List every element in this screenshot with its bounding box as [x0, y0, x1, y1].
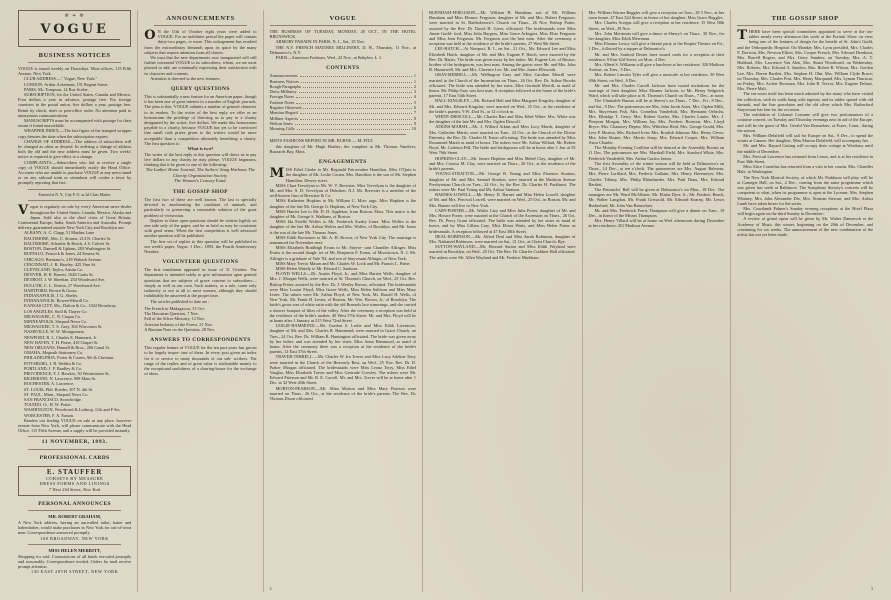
page-number-right: 3 [871, 586, 874, 591]
toc-title: Announcements [269, 73, 298, 79]
toc-page: 2 [413, 83, 417, 89]
divider [280, 134, 406, 135]
dealer-entry: BALTIMORE, Mrs. C. Strauss, 214 N. Charles St. [24, 235, 112, 241]
divider [28, 449, 121, 450]
dealer-entry: NEW HAVEN, T. H. Pease, 410 Chapel St. [24, 339, 99, 345]
ad-role-1: CORSETS BY MEASURE [45, 475, 104, 481]
replies-body: Replies to these open questions should be written legibly on one side only of the paper, and be as brief as may be consistent with good sense. When the first competition is well advanced another question will be published. [144, 217, 257, 239]
masthead-box [18, 10, 131, 47]
professional-card-ad[interactable] [18, 466, 131, 496]
dealer-entry: PITTSBURG, J. R. Weldin & Co. [24, 360, 83, 366]
toc-leader [303, 84, 412, 88]
answers-body: This regular feature of VOGUE for the ten past years has grown to be largely impor- tant of them. In every post given an index for it or service to many thousands of our sub- scribers. The range of the replies and of great value is attributable mainly to the exceptional usefulness of a clearing-house for the exchange of ideas. [144, 345, 257, 377]
dealer-entry: NEW ORLEANS, Hansell & Bros., 206 Canal St. [24, 344, 110, 350]
dealer-entry: ST. PAUL, Minn., Shepard News Co. [24, 391, 89, 397]
dealer-entry: LOS ANGELES, Stoll & Thayer Co. [24, 308, 88, 314]
toc-page: 5 [413, 99, 417, 105]
query-charities: The Ladies' Home Journal, The Sailors' Snug Harbour, The Charity Organization Society. [145, 167, 256, 178]
dealer-entry: MILWAUKEE, T. S. Gray, 304 Wisconsin St. [24, 324, 103, 330]
toc-title: Fashion Notes [269, 99, 295, 105]
marriages-entry: BARNES-LOWELL.—Mr. Henry D. Barnes and Miss Helen Lowell, daughter of Mr. and Mrs. Percival Lowell, were married on Wed., 25 Oct., in Boston. Mr. and Mrs. Barnes will live in New York. [429, 192, 576, 208]
announcement-paragraph: We trust that the new departments now inaugurated will still further commend VOGUE to its subscribers, whom, we are most pleased to add, are continually expressing their satisfaction with its character and contents. [144, 55, 257, 76]
toc-title: Register Observed [269, 105, 302, 110]
personal-ad-title: MISS HELEN MERRITT, [48, 548, 101, 554]
dealer-entry: SAN FRANCISCO, Strawbridge. [24, 396, 83, 402]
personal-ad-title: MR. ROBERT GRAHAM, [48, 514, 102, 520]
marriages-entry: GRAY-MERRILL.—Mr. Wellington Gray and Miss Caroline Merrill were married in the Church of the Incarnation on Thurs., 26 Oct. Rev. Dr. Arthur Brooks officiated. The bride was attended by her sister, Miss Gertrude Merrill, as maid of honor. Mr. Philip Gray was best man. A reception followed at the home of the bride's parents, 17 East 54th Street. [429, 72, 576, 99]
query-explanation: The writer of the best reply to this question will direct us to pay five dollars to any charity he may please. VOGUE beginners, thinking that it be given to one of the following: [144, 151, 257, 168]
dealer-entry: NASHVILLE, W. W. Montgomery. [24, 329, 85, 335]
toc-title: Rough Paragraphs [269, 83, 302, 89]
toc-leader [300, 73, 412, 77]
dealer-entry: RICHMOND, N. Lawrence, 908 Main St. [24, 376, 97, 382]
dealer-entry: OMAHA, Megeath Stationery Co. [24, 350, 84, 356]
marriages-entry: YOUNG-STRATTON.—Mr. George B. Young and Miss Florence Stratton, daughter of Mr. and Mrs. Samuel Stratton, were married at the Madison Avenue Presbyterian Church on Tues., 24 Oct., by the Rev. Dr. Charles H. Parkhurst. The ushers were Mr. Paul Young and Mr. Arthur Stratton. [429, 171, 576, 192]
gossip-shop-heading: THE GOSSIP SHOP [172, 189, 229, 196]
notice-item: VOGUE is issued weekly on Thursdays. Most offices, 115 Fifth Avenue, New York. [18, 66, 132, 77]
divider [737, 25, 873, 26]
gossip-paragraph: A review of grand opera will be given by Mr. Walter Damrosch at the Academy of Music this winter, beginning on the 20th of December, and continuing for six weeks. The announcement of the new combination of the artists has not yet been made. [737, 216, 874, 237]
social-notice: The Charitable Bazaar will be at Sherry's on Thurs., 7 Dec., Fri., 8 Dec., and Sat., 9 Dec. The patronesses are Mrs. John Jacob Astor, Mrs. Ogden Mills, Mrs. Stuyvesant Fish, Mrs. Cornelius Vanderbilt, Mrs. Hermann Oelrichs, Mrs. Elbridge T. Gerry, Mrs. Robert Goelet, Mrs. Charles Lanier, Mrs. J. Pierpont Morgan, Mrs. William Jay, Mrs. Frederic Bronson, Mrs. Lloyd Bryce, Mrs. Chauncey Depew, Mrs. Whitelaw Reid, Mrs. George Gould, Mrs. Levi P. Morton, Mrs. Richard Irvin, Mrs. Bradish Johnson, Mrs. Henry Clews, Mrs. John Sloane, Mrs. Morris Jesup, Mrs. Edward Cooper, Mrs. William Astor Chanler. [588, 98, 725, 146]
dealer-entry: DETROIT, J. W. Sheehan, 254 Woodward Ave. [24, 277, 106, 283]
marriages-entry: CARY-PORTER.—Mr. Walter Cary and Miss Julia Porter, daughter of Mr. and Mrs. Horace Porter, were married at the Church of the Ascension on Thurs., 26 Oct. Rev. Dr. Percy Grant officiated. The bride was attended by her sister as maid of honor, and by Miss Lillian Cary, Miss Elinor Watts, and Miss Helen Porter as bridesmaids. A reception followed at 47 East 38th Street. [429, 207, 576, 234]
toc-title: Foreign Notes [269, 94, 295, 100]
dealer-entry: CLEVELAND, Taylor, Austin Co. [24, 266, 84, 272]
dealer-entry: WORCESTER, F. A. Easton. [24, 412, 75, 418]
gossip-paragraph: Mrs. Prescott Lawrence has returned from Lenox, and is at her residence in East 36th Street. [737, 153, 874, 165]
announcements-heading: ANNOUNCEMENTS [166, 15, 235, 22]
gossip-paragraph: Mr. and Mrs. Bayard Cutting will occupy their cottage at Westbury until the middle of December. [737, 143, 874, 154]
table-of-contents [270, 73, 416, 131]
dealer-entry: HARTFORD, Brown & Gross. [24, 287, 78, 293]
page-number-left: 2 [269, 586, 272, 591]
social-notice: The Monday Evening Cotillion will be danced at the Assembly Rooms on 11 Dec. The patronesses are Mrs. Marshall Field, Mrs. Stanford White, Mrs. Frederick Vanderbilt, Mrs. Arthur Curtiss James. [588, 145, 725, 161]
marriages-entry: BURNHAM-FERGUSON.—Mr. William H. Burnham, son of Mr. William Burnham and Miss Eleanor Ferguson, daughter of Mr. and Mrs. Robert Ferguson, were married in St. Bartholomew's Church on Thurs., 26 Nov. Bishop Potter, assisted by the Rev. Dr. David H. Greer, officiated. The bridesmaids were Miss Annie Guild- ford, Miss Julia Burgess, Miss Grace Arbogast, Miss Elsie Ferguson and Miss Jean Ferguson. Mr. Ferguson was the best man. After the ceremony a reception was held at the residence of the bride's parents, 27 West 9th Street. [429, 10, 576, 47]
dealer-entry: INDIANAPOLIS, Bowen-Merrill Co. [24, 298, 90, 304]
social-notice: Mr. and Mrs. Sanford Dexter have issued cards for a reception at their residence, 9 East 62d Street, on Mon., 4 Dec. [588, 51, 725, 62]
column-3 [263, 10, 422, 592]
toc-leader [296, 100, 412, 104]
article-title: Artesian Industry of the Forest, 21 Nov. [144, 321, 213, 327]
toc-leader [295, 121, 412, 125]
volunteer-questions-heading: VOLUNTEER QUESTIONS [162, 259, 239, 266]
dealer-entry: MINNEAPOLIS, Shepard News Co. [24, 318, 88, 324]
gossip-paragraph: THERE have been special committees appointed to serve at the tea-tables nearly every afternoon this week at the Portrait Show on view being one of the features of design for the benefit of St. John's Guild, and the Orthopaedic Hospital. On Monday Mrs. Lyon presided, Mrs. Charles F. Davison, Mrs. Newton Elliott, Mrs. Cooper French, Mrs. Edward Dearborn, Mrs. Burrell Rogers, and Mrs. Gerry Sanders; on Tuesday, Mrs. A. T. Hubbard, Mrs. Lawrence Van Alen, Mrs. Stuart Woodward; on Wednesday, Mrs. Roberts, Mrs. Edward A. Sanders, Mrs. Robert B. Wilson, Mrs. Gordon Lee, Mrs. Haven Bartlett, Mrs. Stephen H. Olin, Mrs. William Clyde Bruce; on Thursday, Mrs. Charles Post, Mrs. Henry Marquand, Mrs. Lyman Thurston; on Friday, Mrs. Archer Bowman, Mrs. John B. Trevor, Mrs. Eugene Delano, Mrs. Pierre Mali. [737, 28, 874, 92]
event-notice: THE N.Y. FRENCH MATINEE MILLINERY, D. H., Thursday, 11 Nov., at Delmonico's, N.Y. [269, 44, 417, 55]
toc-title: Welton Jones [269, 120, 293, 126]
social-notice: The Patriarchs' Ball will be given at Delmonico's on Mon., 18 Dec. The managers are Mr. Ward McAllister, Mr. Elisha Dyer, Jr., Mr. Frederic Beach, Mr. Walter Langdon, Mr. Frank Griswold, Mr. Edward Kearny, Mr. Lewis Rutherfurd, Mr. John Van Rensselaer. [588, 186, 725, 208]
availability-note: Readers not finding VOGUE on sale at any place, however remote from New York, will please communicate with the Head Office, 115 Fifth Avenue, and a supply will be provided instantly. [18, 417, 132, 434]
toc-leader [296, 94, 412, 98]
toc-leader [297, 126, 410, 130]
article-title: The Hawaiian Question, 7 Nov. [144, 311, 199, 316]
column-layout [12, 10, 879, 592]
event-notice: ARMORY PARADE IN PARIS, N. J., Sat., 25 Nov. [275, 39, 365, 45]
personal-ad-address: 130 EAST 28TH STREET, NEW YORK [31, 569, 119, 575]
personal-ad-body: A New York address, having an unrivalled tailor, hatter and haberdasher, would make purchases in New York for out-of-town men. Correspondence answered promptly. [18, 519, 132, 536]
marriages-entry: ATKINS-MARSH.—Mr. J. Willard Atkins and Miss Lucy Marsh, daughter of Mrs. Catherine Marsh, were married on Tues., 24 Oct., at the Church of the Divine Paternity, the Rev. Dr. Charles H. Eaton officiating. The bride was attended by Miss Rosamond Marsh as maid of honor. The ushers were Mr. Arthur Willard, Mr. Robert Boyd, Mr. Carleton Pell. The bride and bridegroom will be at home after 1 Jan. at 55 West 76th Street. [429, 124, 576, 156]
article-list [144, 306, 256, 332]
marriages-entry: WHITE-DRISCOLL.—Mr. Charles Bart and Miss Ethel White. Mrs. White was the daughter of the late Mr. and Mrs. Ogden Driscoll. [429, 114, 576, 125]
social-notice: Mr. and Mrs. Frederick Ferris Thompson will give a dinner on Tues., 19 Dec., in honor of the Misses Thompson. [588, 207, 725, 218]
notice-item: CHANGE OF ADDRESS.—The address of subscribers will be changed as often as desired. In ordering a change of address both the old and the new address must be given. Two weeks' notice is required to give effect to a change. [18, 138, 132, 160]
toc-title: Mention Regard [269, 110, 298, 116]
divider [28, 436, 121, 437]
engagement-entry: MISS Edith Brownson to Mr. A. H. Brown, of New York City. The marriage is announced for November next. [269, 234, 417, 245]
gossip-paragraph: The New York Musical Society, of which Mr. Parkhurst will play, will be at Carnegie Hall, on Sat., 2 Dec., coming from the same programme which was given last week at Baltimore. The Symphony Society's concerts will be competent to what, when its programme is open at the Lyceum; Mrs. Stephen Whitney, Mrs. John Alexander Dix, Mrs. Norman Stewart, and Mrs. Arthur Lamb have taken boxes for the series. [737, 174, 874, 206]
engagement-entry: MISS Katherine Hopkins to Mr. William C. Mon- tagu. Miss Hopkins is the daughter of the late Mr. George G. Hopkins, of New York City. [269, 198, 417, 209]
masthead-title: VOGUE [40, 22, 109, 37]
seen-body: this daughter of Mr. Hugh Hartley; the complete at Mr. Thomas Vandiver, Buzzards Bay, Mass. [269, 143, 417, 154]
marriages-entry: HOPKINS-CLAY.—Mr. James Hopkins and Miss Mabel Clay, daughter of Mr. and Mrs. Cassius M. Clay, were married on Thurs., 26 Oct., at the residence of the bride's parents. [429, 155, 576, 172]
divider [28, 189, 121, 190]
toc-title: Morning Calls [269, 126, 295, 132]
article-title: The French in Madagascar, 31 Oct. [144, 305, 205, 311]
section-heading-vogue: VOGUE [329, 15, 357, 22]
engagement-entry: MISS Ida Estelle Wolfes to Mr. Frederick Swaby Jones. Miss Wolfes is the daughter of the late Mr. Arthur Wolfes and Mrs. Wolfes, of Brooklyn, and Mr. Jones is the son of the late Mr. Thomas Jones. [269, 219, 417, 235]
toc-page: 4 [413, 94, 417, 100]
marriages-entry: DEAL-ROBINSON.—Mr. Alfred Deal and Miss Sarah Robinson, daughter of Mrs. Nathaniel Robinson, were married on Sat., 21 Oct., at Christ Church, Rye. [429, 233, 576, 244]
toc-page: 1 [413, 73, 417, 79]
marriages-entry: LEE-HATCH.—At Newport, R. I., on Sat., 21 Oct., Mr. Edward Lee and Miss Elizabeth Hatch, daughter of Mr. and Mrs. Eugene P. Hatch, were married by the Rev. Dr. Harris. The bride was given away by her father. Mr. Eugene Lee, of Boston, brother of the bridegroom, was best man. Among the guests were Mr. and Mrs. John B. Hunnewell, Mr. and Mrs. Clarence Lee, Mr. and Mrs. James Ellsworth. [429, 46, 576, 73]
query-prompt: What is two? [187, 146, 214, 152]
toc-leader [301, 79, 412, 83]
business-notices-heading: BUSINESS NOTICES [38, 52, 111, 59]
toc-page: 7 [413, 110, 417, 116]
personal-ad-body: Shopping for said. Commissions of all kinds executed promptly and reasonably. Correspondence invited. Orders by mail receive prompt attention. [18, 553, 132, 570]
social-notice: Mrs. Henry Villard will be at home on Wed. afternoons during December at her residence, 451 Madison Avenue. [588, 218, 725, 229]
dealer-entry: TOLEDO, O., H. W. Potter. [24, 402, 72, 408]
engagements-heading: ENGAGEMENTS [318, 159, 367, 166]
dealer-entry: DENVER, H. R. Barrett, 1628 Curtis St. [24, 272, 94, 278]
entry-line: Entered at N. Y., City P. O. as 2d Class Matter. [38, 192, 111, 197]
column-2 [137, 10, 262, 592]
toc-leader [300, 110, 412, 114]
query-body: This is substantially a new feature for an American paper, though it has been one of great interest in a number of English journals. The plan is this: VOGUE submits a number of general character to its readers. To the writer of the best reply we offer as an honorarium the privilege of directing us to pay to a charity designated by the writer, five dollars. We make this honorarium payable to a charity, because VOGUE has yet to be convinced that small cash prizes given to the writers would be more acceptable than a competition ultimately benefiting a charity. The first question is: [144, 94, 257, 146]
column-4 [422, 10, 581, 592]
dealer-entry: DULUTH, C. L. Norton, 27 Woodward Ave. [24, 282, 101, 288]
column-1 [12, 10, 137, 592]
gossip-paragraph: Mrs. Courtlandt Palmer's Sunday evening receptions at the Hotel Plaza will begin again on the third Sunday in December. [737, 205, 874, 217]
dealer-entry: NEWPORT, R. I., Charles E. Hammett, Jr. [24, 334, 98, 340]
toc-title: Milliner Aspects [269, 115, 299, 121]
gossip-paragraph: Miss Alice Cornelius has returned from a visit to her cousin, Mrs. Chandler Hale, in Washington. [737, 164, 874, 175]
toc-leader [299, 89, 412, 93]
social-notice: Mr. and Mrs. Charles Carroll Jackson have issued invitations for the marriage of their daughter, Miss Eleanor Jackson, to Mr. Henry Sedgwick Ward, which will take place at St. Thomas's Church on Thurs., 7 Dec., at noon. [588, 82, 725, 99]
article-title: Fall of the Silver Minority, 14 Nov. [144, 316, 206, 322]
event-notice: THE BUSINESS OF TUESDAY, MONDAY, 20 OCT., IN THE HOTEL BRUNSWICK. [269, 29, 417, 40]
query-questions-heading: QUERY QUESTIONS [170, 86, 230, 93]
notice-item: PARIS: Mr. Tompson, 14 Rue Scribe. [24, 86, 89, 92]
dealer-entry: BOSTON, Damrell & Upham, 283 Washington St. [24, 246, 112, 252]
divider [154, 25, 246, 26]
divider [28, 544, 121, 545]
engagement-lead: MISS Ethel Clarke to Mr. Reginald Fairweather Hamilton. Miss O'Quin is the daughter of Mr. Leslie Coram, Mrs. Hamilton is the son of Mr. Stephen Hamilton, Dewey street. [269, 166, 417, 183]
column-6 [730, 10, 879, 592]
toc-page: 1 [413, 78, 417, 84]
wedding-entry: FLOYD WELLS.—Dr. Austin Floyd, Jr., and Miss Harriet Wells, daughter of Mrs. J. Morgan Wells, were married at St. Thomas's Church, on Wed., 25 Oct. Rev. Bishop Potter, assisted by the Rev. Dr. J. Wesley Brown, officiated. The bridesmaids were Miss Louise Floyd, Miss Grace Wells, Miss Helen Sullivan and Miss Mary Lister. The ushers were Mr. Arthur Floyd, of New York, Mr. Harold H. Wells, of New York, Mr. Frank H. Lester, of Boston, Mr. Wm. Brown, Jr., of Brooklyn. The bride's gown was of white satin with the old Brussels lace trimmings, and she carried a shower bouquet of lilies of the valley. After the ceremony a reception was held at the residence of the bride's mother, 40 West 57th Street. Mr. and Mrs. Floyd will be at home after 1 January at 215 West 72nd Street. [269, 271, 417, 323]
personal-ad-address: 168 BROADWAY, NEW YORK [40, 535, 109, 541]
dealer-entry: PROVIDENCE, F. J. Hawkes, 50 Westminster St. [24, 370, 110, 376]
dealer-entry: PHILADELPHIA, Porter & Coates, 9th & Chestnut. [24, 355, 115, 361]
announcement-paragraph: ON the 11th of October eight years were added to VOGUE. For an indefinite period the paper will contain thirty-two pages, or more. This enlargement has resulted from the extraordinary demands upon its space by the many subjects that require attention from all classes. [144, 28, 257, 55]
engagement-entry: MISS Elizabeth Bradleigh Evans to Mr. Stuyve- sant Chandler Alfinger. Miss Evans is the second daugh- ter of Mr. Benjamin F. Evans, of Morristown, N. J. Mr. Alfinger is a graduate of Yale '84, and son of Stuyvesant Alfinger, of New York. [269, 245, 417, 261]
personal-announcements-heading: PERSONAL ANNOUNCES [38, 501, 112, 508]
gossip-paragraph: Mrs. William Delafield will sail for Europe on Sat., 9 Dec., to spend the winter at Cannes. Her daughter, Miss Marion Delafield, will accompany her. [737, 133, 874, 144]
wedding-entry: TRAVER-TERRELL.—Mr. Charles W. Ira Traver and Miss Lucy Adeline Terry were married in the Church of the Heavenly Rest, on Wed., 25 Nov. Rev. Dr. D. Parker Morgan officiated. The bridesmaids were Miss Leona Terry, Miss Ethel Vaughn, Miss Elizabeth Traver and Miss Gertrude Crowley. The ushers were Mr. Edward Paterson and Mr. R. E. Carroll. Mr. and Mrs. Traver will be at home after 1 Dec. at 32 West 45th Street. [269, 354, 417, 386]
answers-heading: ANSWERS TO CORRESPONDENTS [150, 337, 251, 344]
dealer-entry: BUFFALO, Peacock & Jones, 24 Seneca St. [24, 251, 101, 257]
toc-title: Dress Millinery [269, 89, 297, 95]
notice-item: CLUB ADDRESS.—" Vogue, New York." [24, 76, 98, 82]
toc-row[interactable] [270, 126, 416, 131]
social-notice: Mrs. Albert S. Williams will give a luncheon at her residence, 320 Madison Avenue, on Tues., 5 Dec. [588, 62, 725, 73]
ad-name: E. STAUFFER [46, 468, 103, 476]
engagement-entry: MISS Harriet Lee to Mr. D. D. Appleton, from Boston, Mass. This notice is the daughter of Mr. George S. Wadham, of Boston. [269, 208, 417, 219]
notice-item: SUBSCRIPTION, for the United States, Canada and Mexico, Four dollars a year in advance, postage free. For foreign countries in the postal union, five dollars a year, postage free. Remit by check, draft or post-office order. No attention paid to anonymous communications. [18, 92, 132, 118]
masthead-rule [29, 39, 120, 40]
gossip-paragraph: The exhibition of Colonial Costume will give two performances of a costume concert, on Tuesday and Thursday evenings next in aid of the Europe, and will be the guest of Mrs. Gerald Van Rensselaer, at Essex, Conn., during the season. [737, 112, 874, 133]
dealer-entry: KANSAS CITY, Mo., Dalton & Co., 1042 Broadway. [24, 303, 117, 309]
article-title: A Russian Note on the Question, 28 Nov. [144, 326, 216, 332]
column-5 [582, 10, 731, 592]
seen-heading: MEN'S FASHIONS REPORT IN MR. BURNS — M. FITZ. [269, 138, 374, 144]
social-notice: Mrs. Robert Lincoln Tyler will give a musicale at her residence, 30 West 49th Street, on Wed., 6 Dec. [588, 72, 725, 83]
engagement-entry: MISS Mary Trevor Mason and Mr. Charles W. Look and Mr. Francis L. Paine. [275, 260, 411, 266]
dealer-entry: CINCINNATI, J. R. Hawley, 425 Vine St. [24, 261, 97, 267]
engagement-entry: MISS Clara Trevelyan to Mr. W. V. Brewster. Miss Trevelyan is the daughter of Mr. and Mrs. S. D. Trevelyan of Hoboken, N.J. Mr. Brewster is a member of the well-known firm of Brewster & Co. [269, 182, 417, 199]
marriages-entry: HALL-KINGSLEY.—Mr. Richard Hall and Miss Margaret Kingsley, daughter of Mr. and Mrs. Edward Kingsley, were married on Wed., 25 Oct., at the residence of the bride's parents, 9 W. 43rd St., at 12 o'clock m. [429, 98, 576, 114]
engagement-entry: MISS Helen Wakely to Mr. Edward C. Sanborn. [275, 265, 359, 271]
notice-item: COMPLAINTS.—Subscribers who fail to receive a single copy of VOGUE should immediately notify the Head Office. Accounts who are unable to purchase VOGUE at any news-stand or on any railroad train or steamboat will confer a favor by promptly reporting that fact. [18, 159, 132, 186]
list-item [144, 327, 256, 332]
dealer-entry: CHICAGO, Brentano's, 218 Wabash Avenue. [24, 256, 102, 262]
replies-body-2: The first set of replies to this question will be published in our week's paper, Vogue, 1 Dec., 1893, the Fourth Anniversary Number. [144, 238, 257, 255]
dealer-entry: BALTIMORE, Schaefer & Reach, 4 S. Calvert St. [24, 240, 111, 246]
gossip-paragraph: The tea-room itself has been much admired by the many who have visited the collection, with its walls hung with tapestry and its tables spread with old damask, and the fine porcelains and the old silver which Mrs. Rutherfurd Stuyvesant has lent for the occasion. [737, 91, 874, 113]
issue-date: 11 NOVEMBER, 1893. [41, 439, 108, 446]
toc-page: 9 [413, 120, 417, 126]
contents-heading: CONTENTS [326, 65, 360, 72]
dealer-entry: INDIANAPOLIS, J. G. Abeles. [24, 292, 79, 298]
wedding-entry: LESLIE-HAMMOND.—Mr. Gordon S. Leslie and Miss Edith Livermore, daughter of Mr. and Mrs. Charles R. Hammond, were married in Grace Church, on Tues., 24 Oct. Rev. Dr. William R. Huntington officiated. The bride was given away by her father, and was attended by her sister, Miss Anna Hammond, as maid of honor. After the ceremony there was a reception at the residence of the bride's parents, 12 East 37th Street. [269, 323, 417, 355]
dealer-entry: ST. LOUIS, Phil. Roeder, 307 N. 4th St. [24, 386, 94, 392]
toc-leader [303, 105, 411, 109]
ornament-top: ✻ ❧ ✻ [64, 14, 85, 19]
query-charity-extra: The Woman's Century Fund. [174, 178, 227, 184]
dealer-entry: MILWAUKEE, C. N. Caspar Co. [24, 313, 82, 319]
professional-cards-heading: PROFESSIONAL CARDS [39, 455, 110, 461]
toc-page: 6 [413, 105, 417, 110]
notice-item: LONDON: Arthur Ackerman, 191 Regent Street. [24, 81, 109, 87]
toc-page: 3 [413, 89, 417, 95]
dealer-entry: ROCHESTER, A. Lawrence. [24, 381, 75, 387]
social-notice: Mrs. John Merriman will give a dance at Sherry's on Thurs., 30 Nov., for her daughter, Miss Edith Merriman. [588, 30, 725, 42]
club-body: The first two of these are well known. The last is specially devoted to ameliorating the condition of animals, and particularly to preserving a reasonable solution of the great problem of vivisection. [144, 197, 257, 218]
divider [28, 62, 121, 63]
toc-title: Business Notices [269, 78, 300, 84]
toc-page: 10 [411, 126, 417, 132]
marriages-entry: SUTTON-WAYLAND.—Mr. Howard Sutton and Miss Edith Wayland were married in Brooklyn, on Wed., 25 Oct. The Rev. Dr. Charles Cuthbert Hall officiated. The ushers were Mr. Allen Wayland and Mr. Frederic Markham. [429, 244, 576, 260]
toc-leader [300, 116, 412, 120]
social-notice: Mrs. Charles Scripps will give a reception at her residence, 15 West 58th Street, on Wed., 29 Nov. [588, 20, 725, 31]
announcement-paragraph: Attention is directed to the new features: [150, 75, 221, 81]
social-notice: Miss Eleanor Lowry will give a theatre party at the Empire Theatre on Fri., 1 Dec., followed by a supper at Delmonico's. [588, 41, 725, 52]
toc-page: 8 [413, 115, 417, 121]
ad-address: 7 West 23d Street, New York [48, 486, 101, 492]
social-notice: The first Assembly of the winter season will be held at Delmonico's on Thurs., 14 Dec., at ten o'clock. The patronesses are Mrs. August Belmont, Mrs. Pierre Lorillard, Mrs. Frederic Gallatin, Mrs. Henry Havemeyer, Mrs. Charles Tiffany, Mrs. Philip Rhinelander, Mrs. Paul Dana, Mrs. Edward Bartlett. [588, 160, 725, 187]
distribution-intro: Vogue is regularly on sale by every American news-dealer throughout the United States, Canada, Mexico, Alaska and Japan. Sold also to the chief cities of Great Britain, Continental Europe, India, South America and Australia. Prompt delivery guaranteed outside New York City and Brooklyn are: [18, 203, 132, 231]
gossip-shop-heading-2: THE GOSSIP SHOP [771, 15, 839, 22]
notice-item: WRAPPER INDEX.—The last figure of the stamped wrapper copy denotes the time when the subscription expires. [18, 128, 132, 139]
dealer-entry: WASHINGTON, Woodward & Lothrop, 11th and F Sts. [24, 407, 121, 413]
divider [28, 200, 121, 201]
dealer-entry: ALBANY, A. C. Clapp, 51 Maiden Lane. [24, 230, 96, 236]
ad-role-2: DRESS FORMS AND LININGS [39, 481, 110, 487]
divider [28, 510, 121, 511]
event-notice: PARIS—American Fashions, Wed., 22 Nov., at Babylon, L. I. [275, 55, 382, 61]
volunteer-body: The first instalment appeared in issue of 31 October. The department is intended solely to give information upon general questions that are subjects of grave concern to subscribers—simply as well as our own. Such matters, as a rule, come only indirectly or not at all to most women, although they should indubitably be answered at the proper time. [144, 267, 257, 299]
divider [270, 25, 416, 26]
social-notice: Mrs. William Warner Ruggles will give a reception on Tues., 28 5 Nov., at her town house, 47 East 52d Street, in honor of her daughter, Miss Grace Ruggles. [588, 10, 725, 21]
notice-item: MANUSCRIPTS must be accompanied with postage for their return if found unavailable. [18, 118, 132, 129]
wedding-entry: MORTON-PEARSON.—Mr. Allan Morton and Miss Mary Pearson were married on Thurs., 26 Oct., at the residence of the bride's parents. The Rev. Dr. Thomas Dixon officiated. [269, 385, 417, 402]
volunteer-body-2: The articles published to date are : [150, 298, 210, 304]
dealer-entry: PORTLAND, J. F. Bradley & Co. [24, 365, 83, 371]
